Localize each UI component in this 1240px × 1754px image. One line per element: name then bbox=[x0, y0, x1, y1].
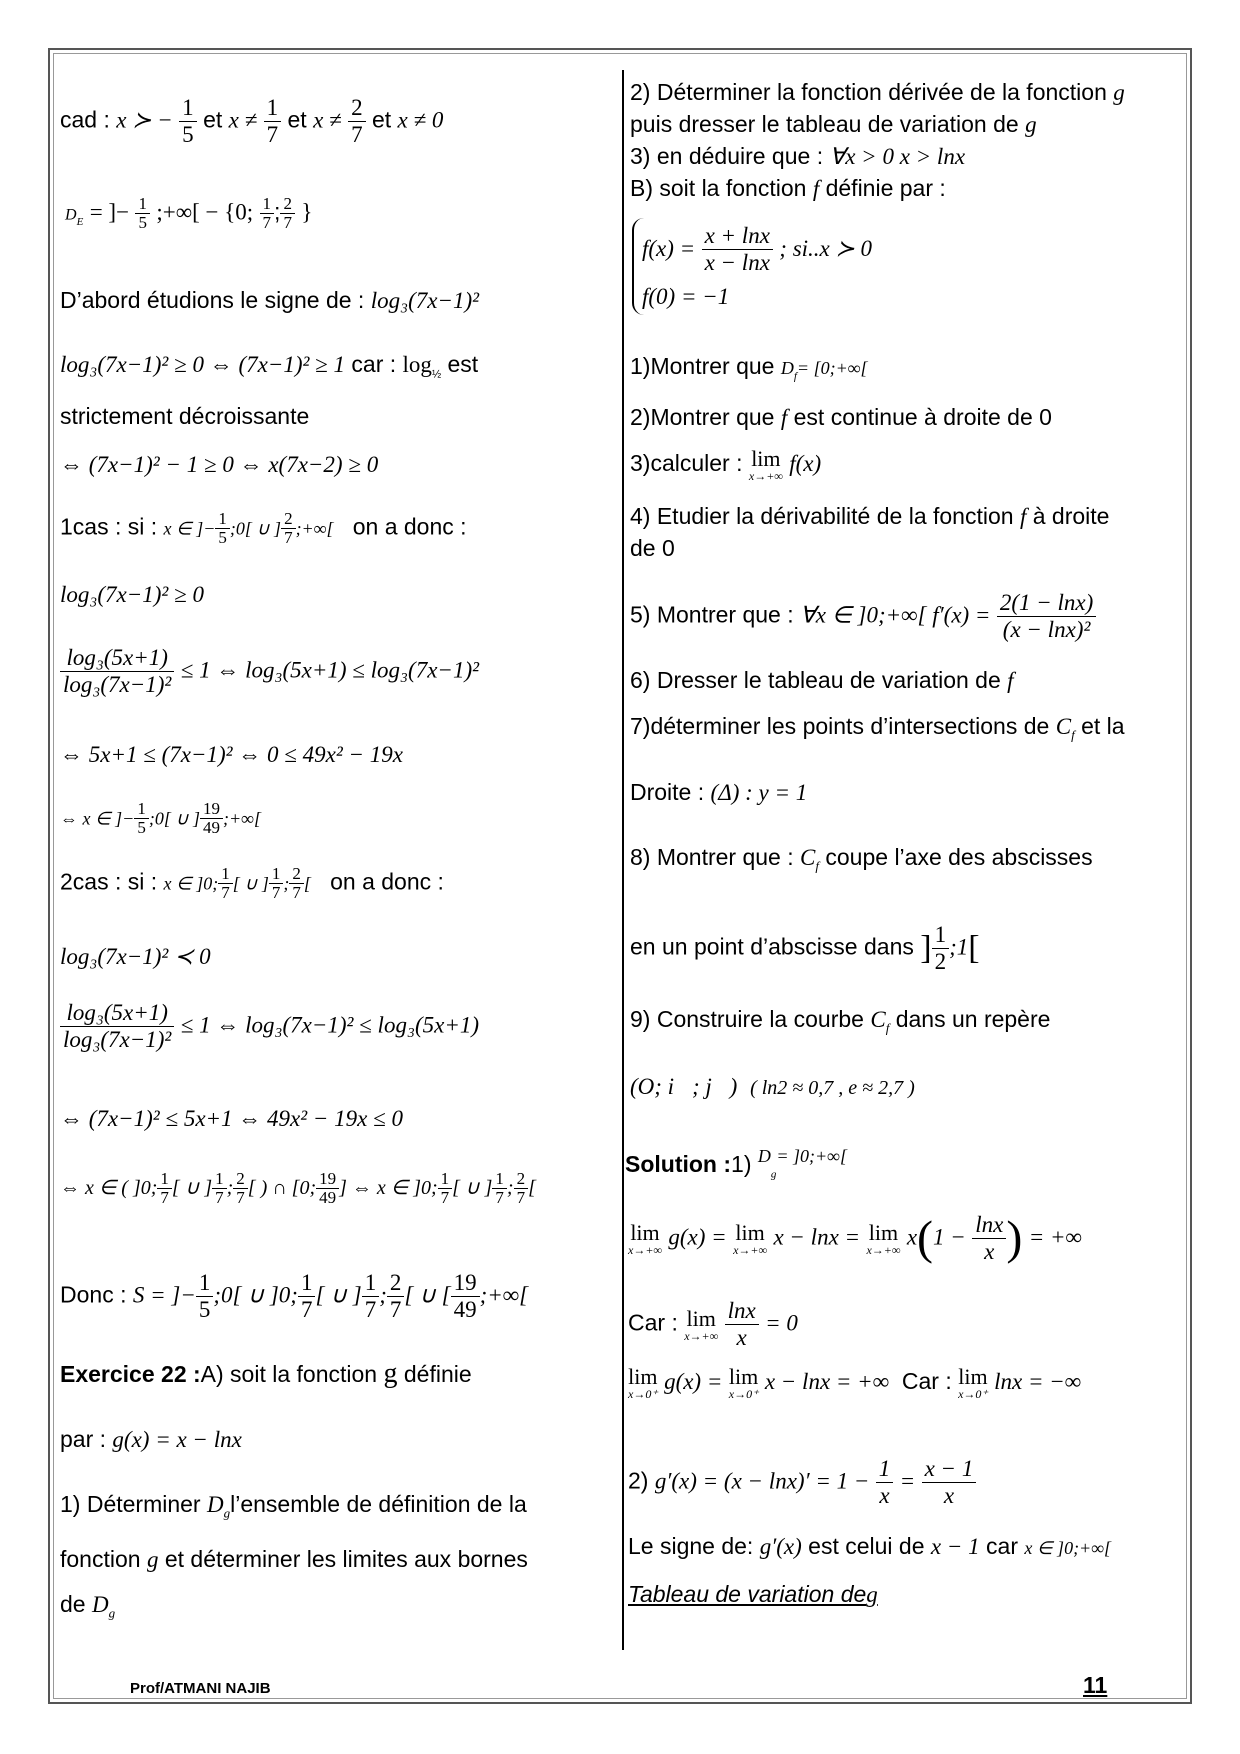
study-sign-line: D’abord étudions le signe de : log₃(7x−1)² bbox=[60, 287, 480, 313]
variation-table-heading: Tableau de variation deg bbox=[628, 1581, 878, 1607]
q2-derivative-line: 2) Déterminer la fonction dérivée de la fonction g bbox=[630, 79, 1125, 105]
question-1-line-b: fonction g et déterminer les limites aux bornes bbox=[60, 1546, 528, 1572]
q3-deduce-line: 3) en déduire que : ∀x > 0 x > lnx bbox=[630, 143, 966, 169]
domain-DE: $D_E$ = ]− $\frac{1}{5}$ ;+∞[ − {0; $\frac{1}{7}$ ; $\frac{2}{7}$ } bbox=[65, 194, 313, 232]
exercise-22-title: Exercice 22 :A) soit la fonction g définie bbox=[60, 1358, 472, 1389]
case2-line: 2cas : si : x ∈ ]0; $\frac{1}{7}$ [ ∪ ] $\frac{1}{7}$ ; $\frac{2}{7}$ [ on a donc : bbox=[60, 864, 444, 902]
case1-log-positive: log₃(7x−1)² ≥ 0 bbox=[60, 582, 204, 607]
case1-solution-line: ⇔ x ∈ ]− $\frac{1}{5}$ ;0[ ∪ ] $\frac{19}{49}$ ;+∞[ bbox=[60, 799, 261, 837]
case2-fraction-line: $\frac{\text{log₃(5x+1)}}{\text{log₃(7x−1)²}}$ ≤ 1 ⇔ log₃(7x−1)² ≤ log₃(5x+1) bbox=[60, 1000, 479, 1053]
footer-author: Prof/ATMANI NAJIB bbox=[130, 1680, 271, 1697]
q2-variation-line: puis dresser le tableau de variation de g bbox=[630, 111, 1037, 137]
q7-line-delta: Droite : (Δ) : y = 1 bbox=[630, 779, 808, 805]
column-divider bbox=[622, 70, 624, 1650]
q1-domain-f: 1)Montrer que $D_f=$ [0;+∞[ bbox=[630, 353, 868, 383]
limit-zero-plus: lim x→0⁺ g(x) = lim x→0⁺ x − lnx = +∞ Car : lim x→0⁺ lnx = −∞ bbox=[628, 1364, 1082, 1401]
case2-log-negative: log₃(7x−1)² ≺ 0 bbox=[60, 944, 211, 969]
q2-continuity: 2)Montrer que f est continue à droite de 0 bbox=[630, 404, 1052, 430]
q3-limit: 3)calculer : lim x→+∞ f(x) bbox=[630, 446, 822, 483]
question-1-line-a: 1) Déterminer $D_gl’ensemble$ de définition de la bbox=[60, 1491, 527, 1521]
q6-variation-f: 6) Dresser le tableau de variation de f bbox=[630, 667, 1014, 693]
function-f-system: f(x) = $\frac{x + \ln x}{x - \ln x}$ ; si..x ≻ 0 f(0) = −1 bbox=[632, 218, 872, 315]
q8-interval: en un point d’abscisse dans ] $\frac{1}{2}$ ;1[ bbox=[630, 922, 980, 974]
q4-derivability-b: de 0 bbox=[630, 535, 675, 561]
q7-intersections: 7)déterminer les points d’intersections de $C_f$ et la bbox=[630, 713, 1125, 743]
case2-poly-line: ⇔ (7x−1)² ≤ 5x+1 ⇔ 49x² − 19x ≤ 0 bbox=[60, 1106, 404, 1131]
sign-g-prime: Le signe de: g′(x) est celui de x − 1 car x ∈ ]0;+∞[ bbox=[628, 1533, 1112, 1559]
case1-poly-line: ⇔ 5x+1 ≤ (7x−1)² ⇔ 0 ≤ 49x² − 19x bbox=[60, 742, 404, 767]
case2-solution-line: ⇔ x ∈ ( ]0; $\frac{1}{7}$ [ ∪ ] $\frac{1}{7}$ ; $\frac{2}{7}$ [ ) ∩ [0; $\frac{19}{49}$ ] ⇔ x ∈ ]0; $\frac{1}{7}$ [ ∪ ] $\frac{1}{7}$ ; $\frac{2}{7}$ [ bbox=[60, 1169, 536, 1207]
case1-fraction-line: $\frac{\text{log₃(5x+1)}}{\text{log₃(7x−1)²}}$ ≤ 1 ⇔ log₃(5x+1) ≤ log₃(7x−1)² bbox=[60, 645, 479, 698]
strictly-decreasing-text: strictement décroissante bbox=[60, 403, 310, 429]
question-1-line-c: de $D_g$ bbox=[60, 1591, 116, 1621]
domain-conditions: cad : x ≻ − $\frac{1}{5}$ et x ≠ $\frac{1}{7}$ et x ≠ $\frac{2}{7}$ et x ≠ 0 bbox=[60, 95, 444, 147]
solution-heading: Solution :1) $^D_g^{= ]0;+\infty[}$ bbox=[625, 1146, 848, 1181]
equivalence-line: ⇔ (7x−1)² − 1 ≥ 0 ⇔ x(7x−2) ≥ 0 bbox=[60, 452, 379, 477]
derivative-g: 2) g′(x) = (x − lnx)′ = 1 − $\frac{1}{x}$ = $\frac{x - 1}{x}$ bbox=[628, 1456, 976, 1509]
partB-line: B) soit la fonction f définie par : bbox=[630, 175, 946, 201]
case1-line: 1cas : si : x ∈ ]− $\frac{1}{5}$ ;0[ ∪ ] $\frac{2}{7}$ ;+∞[ on a donc : bbox=[60, 509, 467, 547]
car-limit-lnx-over-x: Car : lim x→+∞ $\frac{\ln x}{x}$ = 0 bbox=[628, 1298, 798, 1350]
q5-derivative-f: 5) Montrer que : ∀x ∈ ]0;+∞[ f′(x) = $\frac{2(1 - \ln x)}{\text{(x − lnx)²}}$ bbox=[630, 590, 1096, 643]
q9-construct: 9) Construire la courbe $C_f$ dans un repère bbox=[630, 1006, 1051, 1036]
q8-crossing: 8) Montrer que : $C_f$ coupe l’axe des abscisses bbox=[630, 844, 1093, 874]
function-g-definition: par : g(x) = x − lnx bbox=[60, 1426, 242, 1452]
page-number: 11 bbox=[1083, 1672, 1108, 1698]
limit-plus-infinity: lim x→+∞ g(x) = lim x→+∞ x − lnx = lim x→+∞ x(1 − $\frac{\ln x}{x}$ ) = +∞ bbox=[628, 1211, 1082, 1265]
q4-derivability-a: 4) Etudier la dérivabilité de la fonction f à droite bbox=[630, 503, 1110, 529]
log-inequality-line: log₃(7x−1)² ≥ 0 ⇔ (7x−1)² ≥ 1 car : $\log_{\frac{1}{2}}$ est bbox=[60, 351, 479, 381]
q9-frame: (O; i⃗; j⃗) ( ln2 ≈ 0,7 , e ≈ 2,7 ) bbox=[630, 1074, 915, 1099]
final-solution-set: Donc : S = ]− $\frac{1}{5}$ ;0[ ∪ ]0; $\frac{1}{7}$ [ ∪ ] $\frac{1}{7}$ ; $\frac{2}{7}$ [ ∪ [ $\frac{19}{49}$ ;+∞[ bbox=[60, 1270, 529, 1322]
